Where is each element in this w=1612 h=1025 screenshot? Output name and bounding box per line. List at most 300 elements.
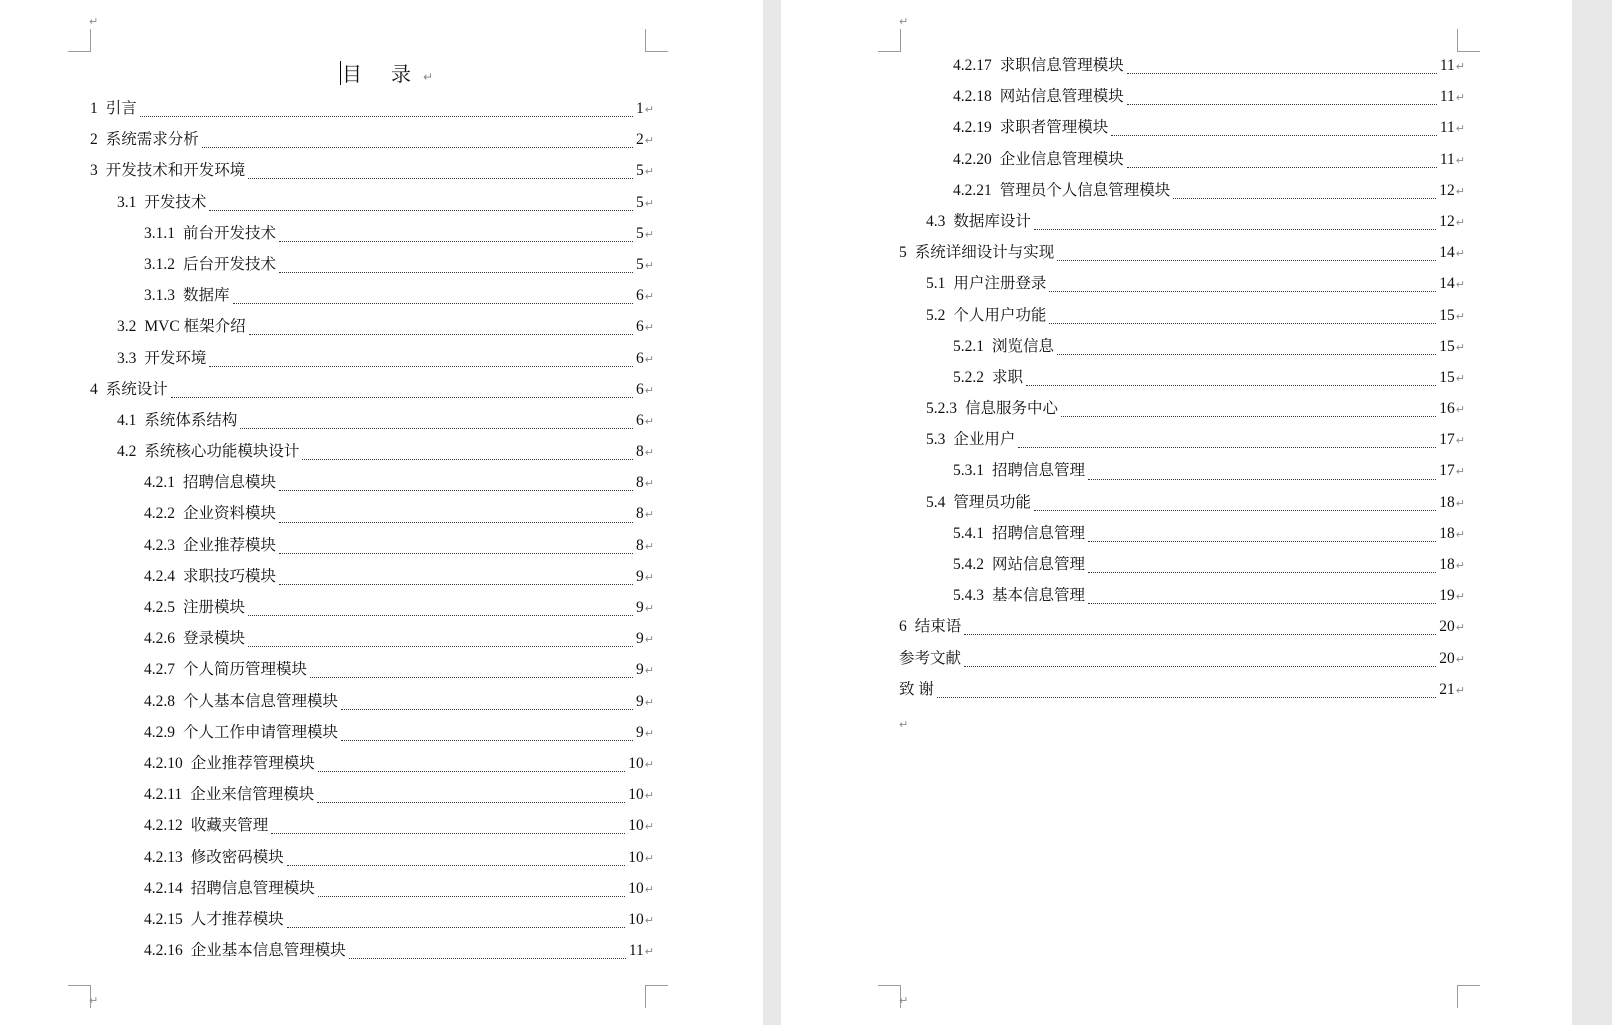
- toc-entry-title: 参考文献: [899, 649, 962, 667]
- toc-entry-title: 系统设计: [105, 380, 168, 398]
- toc-entry[interactable]: [90, 564, 654, 595]
- toc-entry-number: 5.2.1: [953, 337, 984, 355]
- toc-entry-page-number: 18: [1439, 556, 1455, 573]
- margin-corner-bottom-right: [645, 985, 668, 1008]
- dot-leader: [202, 147, 633, 148]
- margin-corner-top-right: [1457, 29, 1480, 52]
- toc-entry-page-number: 10: [628, 910, 644, 928]
- dot-leader: [1088, 479, 1436, 480]
- toc-entry-title: 企业资料模块: [183, 505, 277, 523]
- paragraph-mark: ↵: [644, 695, 654, 709]
- dot-leader: [341, 709, 633, 710]
- margin-corner-top-left: [878, 29, 901, 52]
- toc-entry-number: 4.2.18: [953, 88, 992, 106]
- toc-entry-page-number: 14: [1439, 275, 1455, 293]
- toc-entry[interactable]: [90, 439, 654, 470]
- toc-entry-title: 系统核心功能模块设计: [144, 443, 300, 461]
- paragraph-mark: ↵: [89, 994, 99, 1007]
- toc-entry[interactable]: [899, 209, 1465, 240]
- margin-corner-top-right: [645, 29, 668, 52]
- toc-entry-page-number: 8: [636, 536, 644, 554]
- dot-leader: [287, 927, 626, 928]
- toc-entry-number: 5.3.1: [953, 462, 984, 480]
- toc-entry-title: 信息服务中心: [965, 400, 1059, 418]
- dot-leader: [317, 802, 625, 803]
- dot-leader: [209, 210, 633, 211]
- dot-leader: [1057, 260, 1436, 261]
- toc-entry-page-number: 18: [1439, 524, 1455, 542]
- toc-entry-title: 个人用户功能: [953, 306, 1047, 324]
- toc-entry-page-number: 8: [636, 443, 644, 461]
- paragraph-mark: ↵: [1455, 184, 1465, 198]
- toc-entry-page-number: 10: [628, 848, 644, 866]
- toc-entry[interactable]: [90, 252, 654, 283]
- toc-entry-number: 3.1.2: [144, 255, 175, 273]
- toc-entry-title: 求职信息管理模块: [999, 57, 1124, 74]
- toc-entry[interactable]: [899, 614, 1465, 645]
- toc-entry-title: 个人基本信息管理模块: [183, 692, 339, 710]
- dot-leader: [1061, 416, 1436, 417]
- dot-leader: [937, 697, 1436, 698]
- toc-entry[interactable]: [899, 365, 1465, 396]
- toc-entry-page-number: 12: [1439, 181, 1455, 199]
- toc-entry[interactable]: [90, 346, 654, 377]
- toc-entry[interactable]: [899, 583, 1465, 614]
- margin-corner-top-left: [68, 29, 91, 52]
- toc-entry-title: 招聘信息管理模块: [190, 879, 315, 897]
- toc-entry-title: 修改密码模块: [190, 848, 284, 866]
- toc-entry[interactable]: [90, 96, 654, 127]
- paragraph-mark: ↵: [644, 726, 654, 740]
- toc-entry-number: 4.2.12: [144, 817, 183, 835]
- dot-leader: [1026, 385, 1436, 386]
- dot-leader: [1088, 541, 1436, 542]
- margin-corner-bottom-right: [1457, 985, 1480, 1008]
- paragraph-mark: ↵: [644, 383, 654, 397]
- toc-entry-title: 系统详细设计与实现: [914, 244, 1055, 262]
- toc-entry-page-number: 17: [1439, 431, 1455, 449]
- paragraph-mark: ↵: [423, 70, 434, 84]
- toc-entry-number: 5.4.2: [953, 556, 984, 573]
- paragraph-mark: ↵: [1455, 434, 1465, 448]
- toc-entry-page-number: 9: [636, 661, 644, 679]
- toc-entry-number: 4.2.1: [144, 474, 175, 492]
- toc-entry-number: 4.2.20: [953, 150, 992, 168]
- toc-entry-page-number: 21: [1439, 680, 1455, 698]
- toc-entry-page-number: 6: [636, 411, 644, 429]
- dot-leader: [287, 865, 626, 866]
- toc-entry-title: 求职者管理模块: [999, 119, 1109, 137]
- toc-entry-title: 用户注册登录: [953, 275, 1047, 293]
- toc-entry[interactable]: [899, 677, 1465, 708]
- dot-leader: [279, 522, 633, 523]
- toc-entry-title: 致 谢: [899, 680, 934, 698]
- toc-entry-title: 个人工作申请管理模块: [183, 723, 339, 741]
- toc-entry-number: 4.2.2: [144, 505, 175, 523]
- paragraph-mark: ↵: [1455, 621, 1465, 635]
- paragraph-mark: ↵: [89, 15, 99, 28]
- toc-entry[interactable]: [899, 458, 1465, 489]
- paragraph-mark: ↵: [899, 994, 909, 1007]
- paragraph-mark: ↵: [1455, 559, 1465, 572]
- toc-entry-title: 开发技术: [144, 193, 207, 211]
- toc-entry-page-number: 1: [636, 100, 644, 117]
- toc-entry-number: 5.4.1: [953, 524, 984, 542]
- toc-entry-number: 4.2: [117, 443, 137, 461]
- toc-entry-title: 浏览信息: [992, 337, 1055, 355]
- toc-entry-title: 后台开发技术: [183, 255, 277, 273]
- toc-entry-number: 5.3: [926, 431, 946, 449]
- toc-entry-title: 网站信息管理模块: [999, 88, 1124, 106]
- toc-entry[interactable]: [90, 845, 654, 876]
- toc-entry-title: 开发技术和开发环境: [105, 162, 246, 180]
- toc-entry-page-number: 20: [1439, 649, 1455, 667]
- toc-entry[interactable]: [90, 127, 654, 158]
- toc-entry[interactable]: [90, 907, 654, 938]
- paragraph-mark: ↵: [644, 258, 654, 272]
- toc-entry-number: 6: [899, 618, 907, 636]
- toc-entry-page-number: 9: [636, 630, 644, 648]
- toc-entry[interactable]: [899, 490, 1465, 521]
- toc-entry-title: 基本信息管理: [992, 587, 1086, 605]
- dot-leader: [279, 584, 633, 585]
- dot-leader: [1127, 73, 1437, 74]
- paragraph-mark: ↵: [1455, 652, 1465, 666]
- toc-list-right: [899, 53, 1465, 708]
- toc-entry-page-number: 18: [1439, 493, 1455, 511]
- margin-corner-bottom-left: [68, 985, 91, 1008]
- toc-entry-number: 4.2.3: [144, 536, 175, 554]
- toc-entry-page-number: 9: [636, 599, 644, 616]
- toc-entry-page-number: 10: [628, 786, 644, 804]
- toc-entry-page-number: 5: [636, 224, 644, 242]
- toc-entry[interactable]: [899, 334, 1465, 365]
- toc-entry[interactable]: [90, 470, 654, 501]
- toc-entry-number: 3.1.3: [144, 287, 175, 305]
- dot-leader: [249, 334, 633, 335]
- toc-entry-number: 3.3: [117, 349, 137, 367]
- dot-leader: [302, 459, 633, 460]
- paragraph-mark: ↵: [1455, 122, 1465, 136]
- toc-entry[interactable]: [899, 115, 1465, 146]
- dot-leader: [271, 833, 625, 834]
- paragraph-mark: ↵: [1455, 215, 1465, 229]
- dot-leader: [310, 677, 633, 678]
- toc-entry-number: 4.2.17: [953, 57, 992, 74]
- dot-leader: [1034, 229, 1436, 230]
- dot-leader: [279, 272, 633, 273]
- dot-leader: [248, 646, 633, 647]
- toc-entry[interactable]: [90, 501, 654, 532]
- toc-entry-number: 5.2.2: [953, 368, 984, 386]
- dot-leader: [1088, 603, 1436, 604]
- toc-entry[interactable]: [899, 646, 1465, 677]
- paragraph-mark: ↵: [1455, 371, 1465, 385]
- toc-entry-page-number: 8: [636, 505, 644, 523]
- paragraph-mark: ↵: [1455, 496, 1465, 510]
- toc-title[interactable]: [340, 58, 433, 87]
- paragraph-mark: ↵: [1455, 278, 1465, 292]
- dot-leader: [1173, 198, 1436, 199]
- toc-entry[interactable]: [899, 178, 1465, 209]
- toc-entry-number: 4.1: [117, 411, 137, 429]
- toc-entry-page-number: 15: [1439, 337, 1455, 355]
- toc-entry-page-number: 6: [636, 318, 644, 336]
- toc-entry-title: 招聘信息管理: [992, 524, 1086, 542]
- toc-entry-page-number: 5: [636, 193, 644, 211]
- toc-entry[interactable]: [899, 521, 1465, 552]
- toc-entry-page-number: 15: [1439, 306, 1455, 324]
- toc-entry-title: 数据库: [183, 287, 230, 305]
- dot-leader: [318, 896, 626, 897]
- toc-entry-title: 企业推荐模块: [183, 536, 277, 554]
- paragraph-mark: ↵: [644, 913, 654, 927]
- paragraph-mark: ↵: [644, 851, 654, 865]
- toc-entry-title: 登录模块: [183, 630, 246, 648]
- paragraph-mark: ↵: [1455, 247, 1465, 261]
- window-gutter: [1572, 0, 1612, 1025]
- margin-corner-bottom-left: [878, 985, 901, 1008]
- dot-leader: [240, 428, 633, 429]
- toc-entry-page-number: 10: [628, 817, 644, 835]
- toc-entry-title: 招聘信息管理: [992, 462, 1086, 480]
- toc-entry[interactable]: [90, 938, 654, 969]
- toc-entry-title: 开发环境: [144, 349, 207, 367]
- toc-entry[interactable]: [90, 782, 654, 813]
- toc-entry-number: 4.2.15: [144, 910, 183, 928]
- toc-entry-page-number: 9: [636, 567, 644, 585]
- toc-entry-title: 个人简历管理模块: [183, 661, 308, 679]
- dot-leader: [1088, 572, 1436, 573]
- toc-entry-number: 4.2.10: [144, 754, 183, 772]
- paragraph-mark: ↵: [644, 789, 654, 803]
- toc-entry-title: 人才推荐模块: [190, 910, 284, 928]
- toc-entry[interactable]: [90, 377, 654, 408]
- paragraph-mark: ↵: [644, 820, 654, 834]
- toc-entry-number: 3.2: [117, 318, 137, 336]
- dot-leader: [279, 490, 633, 491]
- paragraph-mark: ↵: [1455, 91, 1465, 105]
- toc-entry[interactable]: [899, 84, 1465, 115]
- toc-entry-title: 招聘信息模块: [183, 474, 277, 492]
- toc-entry-number: 4.2.4: [144, 567, 175, 585]
- paragraph-mark: ↵: [644, 290, 654, 304]
- toc-entry-number: 4.2.8: [144, 692, 175, 710]
- toc-entry-title: 企业推荐管理模块: [190, 754, 315, 772]
- paragraph-mark: ↵: [644, 508, 654, 522]
- paragraph-mark: ↵: [1455, 60, 1465, 73]
- toc-entry-page-number: 12: [1439, 212, 1455, 230]
- paragraph-mark: ↵: [644, 882, 654, 896]
- toc-entry-title: 收藏夹管理: [190, 817, 269, 835]
- toc-entry-number: 3.1: [117, 193, 137, 211]
- toc-entry-page-number: 20: [1439, 618, 1455, 636]
- toc-entry[interactable]: [90, 751, 654, 782]
- toc-entry-number: 5.2: [926, 306, 946, 324]
- toc-entry-page-number: 11: [628, 942, 644, 960]
- dot-leader: [1127, 167, 1437, 168]
- dot-leader: [964, 666, 1436, 667]
- toc-entry[interactable]: [899, 53, 1465, 84]
- paragraph-mark: ↵: [1455, 340, 1465, 354]
- toc-entry-page-number: 9: [636, 692, 644, 710]
- toc-entry-number: 2: [90, 131, 98, 149]
- toc-entry-page-number: 6: [636, 380, 644, 398]
- toc-entry[interactable]: [899, 552, 1465, 583]
- dot-leader: [1111, 135, 1437, 136]
- paragraph-mark: ↵: [644, 196, 654, 210]
- toc-entry-number: 4.2.19: [953, 119, 992, 137]
- toc-entry[interactable]: [90, 657, 654, 688]
- toc-entry-title: 求职技巧模块: [183, 567, 277, 585]
- toc-entry-number: 5: [899, 244, 907, 262]
- dot-leader: [248, 178, 633, 179]
- toc-entry-page-number: 10: [628, 879, 644, 897]
- toc-entry-page-number: 16: [1439, 400, 1455, 418]
- toc-entry[interactable]: [90, 595, 654, 626]
- paragraph-mark: ↵: [644, 477, 654, 491]
- dot-leader: [171, 397, 633, 398]
- paragraph-mark: ↵: [1455, 465, 1465, 479]
- paragraph-mark-empty-line: ↵: [899, 718, 909, 731]
- toc-entry-number: 4.2.9: [144, 723, 175, 741]
- toc-entry-number: 1: [90, 100, 98, 117]
- paragraph-mark: ↵: [1455, 403, 1465, 417]
- dot-leader: [233, 303, 634, 304]
- toc-entry[interactable]: [899, 427, 1465, 458]
- paragraph-mark: ↵: [644, 633, 654, 647]
- toc-entry-number: 4.2.16: [144, 942, 183, 960]
- paragraph-mark: ↵: [899, 15, 909, 28]
- paragraph-mark: ↵: [644, 165, 654, 179]
- toc-entry[interactable]: [90, 408, 654, 439]
- toc-entry-title: 注册模块: [183, 599, 246, 616]
- toc-entry[interactable]: [90, 314, 654, 345]
- toc-entry[interactable]: [90, 283, 654, 314]
- toc-entry-title: 企业用户: [953, 431, 1016, 449]
- dot-leader: [318, 771, 626, 772]
- toc-entry[interactable]: [90, 876, 654, 907]
- paragraph-mark: ↵: [644, 321, 654, 335]
- toc-entry[interactable]: [90, 190, 654, 221]
- paragraph-mark: ↵: [1455, 309, 1465, 323]
- paragraph-mark: ↵: [1455, 153, 1465, 167]
- toc-entry-number: 4: [90, 380, 98, 398]
- toc-entry[interactable]: [899, 396, 1465, 427]
- paragraph-mark: ↵: [1455, 683, 1465, 697]
- toc-entry-title: 前台开发技术: [183, 224, 277, 242]
- paragraph-mark: ↵: [644, 227, 654, 241]
- dot-leader: [964, 634, 1436, 635]
- dot-leader: [209, 366, 633, 367]
- toc-entry-page-number: 11: [1439, 119, 1455, 137]
- toc-entry-number: 4.2.6: [144, 630, 175, 648]
- toc-entry-page-number: 2: [636, 131, 644, 149]
- text-cursor: [340, 61, 341, 85]
- toc-entry-number: 3: [90, 162, 98, 180]
- toc-entry[interactable]: [899, 271, 1465, 302]
- toc-entry-title: 数据库设计: [953, 212, 1031, 230]
- toc-entry[interactable]: [90, 158, 654, 189]
- paragraph-mark: ↵: [644, 414, 654, 428]
- paragraph-mark: ↵: [644, 539, 654, 553]
- toc-entry-page-number: 11: [1439, 88, 1455, 106]
- toc-entry-number: 5.2.3: [926, 400, 957, 418]
- toc-entry-page-number: 10: [628, 754, 644, 772]
- paragraph-mark: ↵: [644, 446, 654, 460]
- toc-entry[interactable]: [899, 303, 1465, 334]
- toc-entry-number: 4.3: [926, 212, 946, 230]
- toc-entry-page-number: 19: [1439, 587, 1455, 605]
- toc-entry-title: 企业基本信息管理模块: [190, 942, 346, 960]
- paragraph-mark: ↵: [644, 757, 654, 771]
- toc-entry-number: 4.2.7: [144, 661, 175, 679]
- toc-entry-page-number: 6: [636, 349, 644, 367]
- dot-leader: [1049, 291, 1436, 292]
- toc-entry[interactable]: [90, 533, 654, 564]
- toc-entry-page-number: 9: [636, 723, 644, 741]
- paragraph-mark: ↵: [644, 134, 654, 148]
- paragraph-mark: ↵: [644, 352, 654, 366]
- toc-entry-number: 5.4: [926, 493, 946, 511]
- toc-entry-number: 4.2.21: [953, 181, 992, 199]
- dot-leader: [1034, 510, 1436, 511]
- toc-entry-page-number: 11: [1439, 150, 1455, 168]
- paragraph-mark: ↵: [644, 664, 654, 678]
- toc-entry[interactable]: [90, 689, 654, 720]
- toc-entry-title: 企业来信管理模块: [190, 786, 315, 804]
- dot-leader: [1018, 447, 1436, 448]
- toc-entry-number: 5.1: [926, 275, 946, 293]
- dot-leader: [341, 740, 633, 741]
- toc-entry[interactable]: [899, 240, 1465, 271]
- toc-entry-number: 4.2.14: [144, 879, 183, 897]
- toc-entry[interactable]: [90, 813, 654, 844]
- toc-entry-page-number: 11: [1439, 57, 1455, 74]
- toc-entry-title: 管理员个人信息管理模块: [999, 181, 1171, 199]
- dot-leader: [349, 958, 626, 959]
- dot-leader: [1049, 323, 1436, 324]
- paragraph-mark: ↵: [1455, 590, 1465, 604]
- toc-entry[interactable]: [90, 221, 654, 252]
- toc-entry-page-number: 6: [636, 287, 644, 305]
- dot-leader: [1057, 354, 1436, 355]
- toc-entry-number: 4.2.5: [144, 599, 175, 616]
- toc-entry[interactable]: [90, 720, 654, 751]
- toc-entry-title: 结束语: [914, 618, 962, 636]
- toc-entry-title: 企业信息管理模块: [999, 150, 1124, 168]
- toc-entry-title: 引言: [105, 100, 137, 117]
- toc-entry-number: 4.2.11: [144, 786, 183, 804]
- toc-entry-number: 5.4.3: [953, 587, 984, 605]
- paragraph-mark: ↵: [644, 945, 654, 959]
- toc-entry-title: MVC 框架介绍: [144, 318, 246, 336]
- toc-entry-title: 求职: [992, 368, 1024, 386]
- paragraph-mark: ↵: [644, 570, 654, 584]
- toc-entry-page-number: 15: [1439, 368, 1455, 386]
- toc-entry[interactable]: [899, 147, 1465, 178]
- dot-leader: [279, 553, 633, 554]
- toc-entry-title: 管理员功能: [953, 493, 1031, 511]
- paragraph-mark: ↵: [644, 103, 654, 116]
- toc-entry[interactable]: [90, 626, 654, 657]
- toc-entry-page-number: 5: [636, 162, 644, 180]
- toc-entry-page-number: 17: [1439, 462, 1455, 480]
- toc-list-left: [90, 96, 654, 969]
- paragraph-mark: ↵: [1455, 527, 1465, 541]
- toc-entry-title: 网站信息管理: [992, 556, 1086, 573]
- toc-entry-page-number: 8: [636, 474, 644, 492]
